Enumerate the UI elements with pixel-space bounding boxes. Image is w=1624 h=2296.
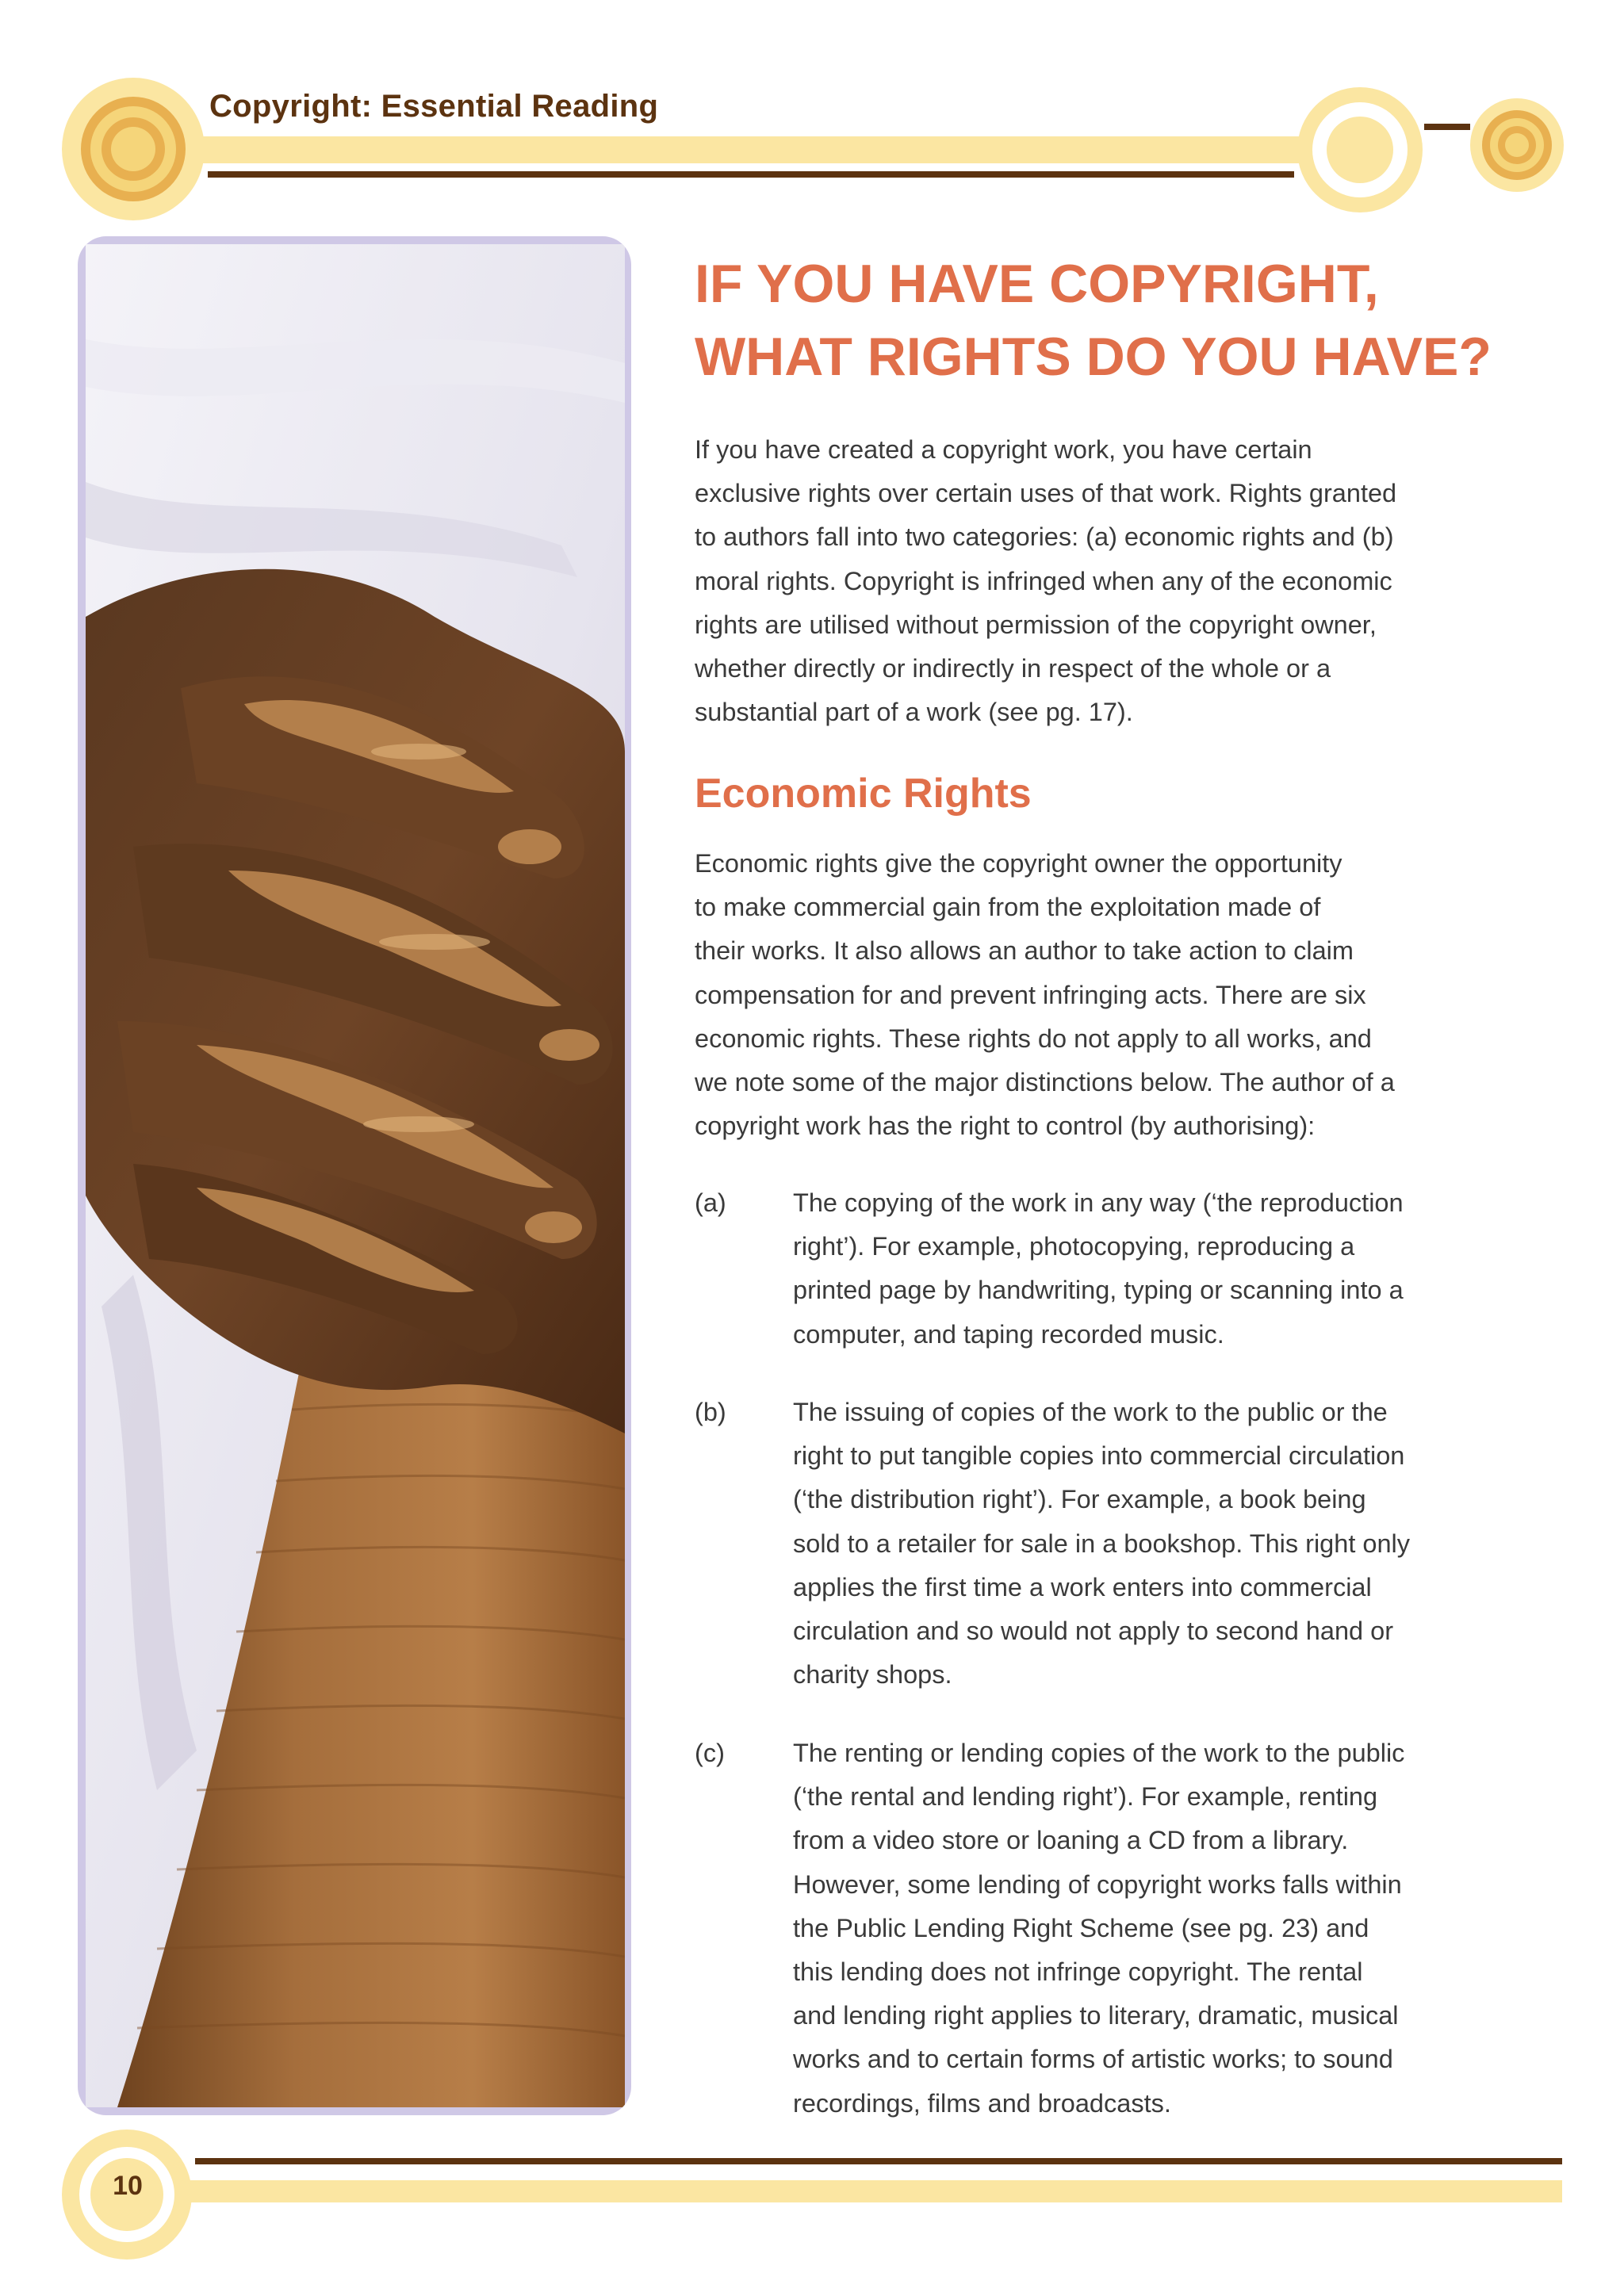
list-line: The issuing of copies of the work to the public or the: [793, 1398, 1388, 1426]
page-title: [695, 247, 1583, 393]
list-line: this lending does not infringe copyright. The rental: [793, 1957, 1363, 1987]
pottery-photo: [78, 236, 631, 2115]
intro-line: to authors fall into two categories: (a) economic rights and (b): [695, 522, 1394, 552]
list-line: The copying of the work in any way (‘the reproduction: [793, 1188, 1404, 1217]
list-line: However, some lending of copyright works falls within: [793, 1869, 1402, 1899]
economic-line: copyright work has the right to control (by authorising):: [695, 1112, 1316, 1141]
header-left-target-icon: [62, 78, 205, 220]
list-line: sold to a retailer for sale in a bookshop. This right only: [793, 1529, 1411, 1558]
economic-line: Economic rights give the copyright owner the opportunity: [695, 849, 1342, 878]
list-marker: (a): [695, 1188, 726, 1217]
list-line: computer, and taping recorded music.: [793, 1319, 1224, 1349]
list-line: charity shops.: [793, 1660, 952, 1689]
list-item-text: [793, 1181, 1554, 1357]
list-line: right to put tangible copies into commercial circulation: [793, 1441, 1405, 1471]
list-item-text: [793, 1732, 1554, 2126]
pottery-hands-illustration: [86, 244, 625, 2107]
page-title-line-2: WHAT RIGHTS DO YOU HAVE?: [695, 327, 1492, 387]
economic-rights-paragraph: [695, 842, 1535, 1148]
economic-line: compensation for and prevent infringing acts. There are six: [695, 980, 1366, 1009]
list-marker: (c): [695, 1739, 725, 1767]
list-line: from a video store or loaning a CD from a library.: [793, 1826, 1349, 1855]
list-line: works and to certain forms of artistic works; to sound: [793, 2045, 1393, 2074]
page-number: 10: [113, 2171, 143, 2201]
list-item-text: [793, 1391, 1554, 1697]
intro-line: If you have created a copyright work, you have certain: [695, 435, 1312, 464]
list-line: right’). For example, photocopying, reproducing a: [793, 1232, 1355, 1261]
intro-line: substantial part of a work (see pg. 17).: [695, 698, 1133, 727]
list-marker: (b): [695, 1398, 726, 1426]
header-dash-rule: [1424, 124, 1470, 130]
section-heading-economic-rights: Economic Rights: [695, 771, 1032, 817]
intro-line: exclusive rights over certain uses of that work. Rights granted: [695, 479, 1397, 508]
list-line: and lending right applies to literary, dramatic, musical: [793, 2001, 1399, 2030]
intro-paragraph: [695, 428, 1535, 734]
economic-line: we note some of the major distinctions below. The author of a: [695, 1068, 1395, 1097]
footer-rule: [195, 2158, 1562, 2164]
list-line: the Public Lending Right Scheme (see pg. 23) and: [793, 1913, 1369, 1942]
page-title-line-1: IF YOU HAVE COPYRIGHT,: [695, 254, 1379, 314]
header-rule: [208, 171, 1294, 178]
intro-line: whether directly or indirectly in respect of the whole or a: [695, 654, 1331, 683]
economic-line: economic rights. These rights do not apply to all works, and: [695, 1024, 1372, 1053]
header-right-ring-icon: [1297, 87, 1423, 212]
footer-band: [127, 2180, 1562, 2202]
intro-line: moral rights. Copyright is infringed when any of the economic: [695, 566, 1392, 595]
header-band: [127, 136, 1332, 163]
list-line: (‘the distribution right’). For example, a book being: [793, 1485, 1366, 1514]
header-small-target-icon: [1470, 98, 1564, 192]
economic-line: to make commercial gain from the exploitation made of: [695, 893, 1321, 922]
list-line: applies the first time a work enters into commercial: [793, 1572, 1372, 1601]
list-line: printed page by handwriting, typing or scanning into a: [793, 1276, 1404, 1305]
header-title: Copyright: Essential Reading: [209, 89, 659, 124]
list-line: (‘the rental and lending right’). For example, renting: [793, 1782, 1378, 1812]
intro-line: rights are utilised without permission of the copyright owner,: [695, 610, 1377, 639]
list-line: The renting or lending copies of the work to the public: [793, 1739, 1405, 1767]
list-line: recordings, films and broadcasts.: [793, 2088, 1171, 2118]
list-line: circulation and so would not apply to second hand or: [793, 1617, 1394, 1646]
economic-line: their works. It also allows an author to take action to claim: [695, 936, 1354, 966]
